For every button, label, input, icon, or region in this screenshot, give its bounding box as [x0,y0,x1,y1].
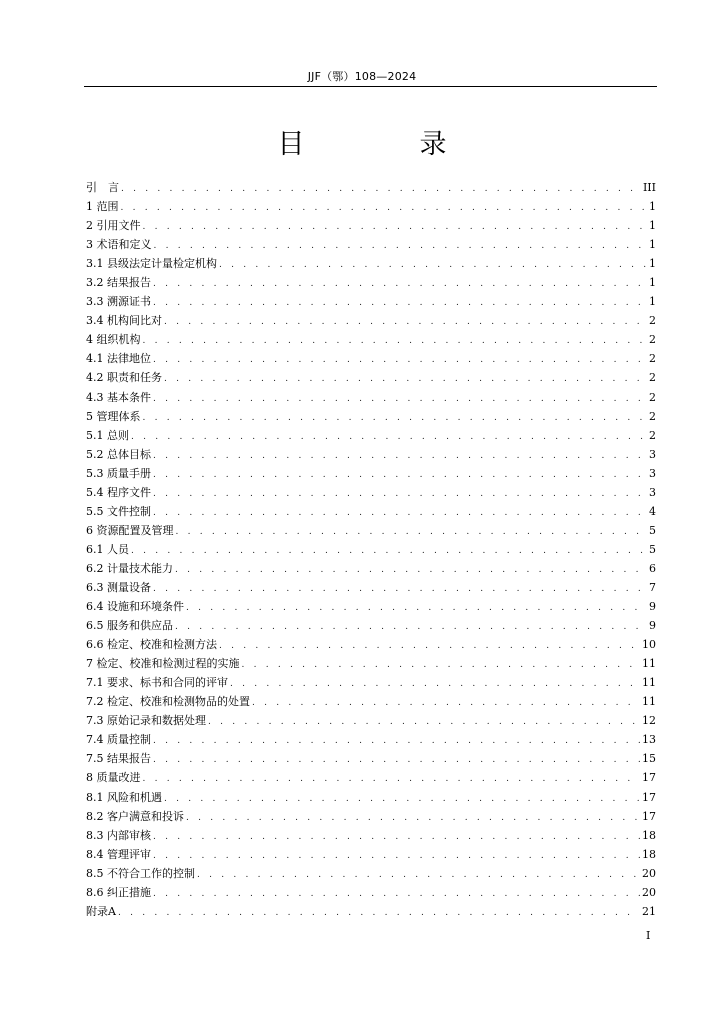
toc-entry-page: 1 [649,200,656,214]
toc-entry-page: 11 [642,657,656,671]
toc-entry-page: 11 [642,676,656,690]
toc-entry-title: 5.3 质量手册 [86,466,151,480]
toc-dot-leader [186,599,647,616]
toc-entry-title: 5.1 总则 [86,428,129,442]
toc-entry-title: 1 范围 [86,200,119,214]
toc-entry-page: 3 [649,466,656,480]
page-title: 目 录 [277,129,491,160]
toc-entry-title: 4.1 法律地位 [86,352,151,366]
toc-entry-page: 1 [649,276,656,290]
toc-entry-page: 13 [642,733,656,747]
toc-entry-page: 15 [642,752,656,766]
toc-dot-leader [153,275,647,292]
toc-entry-page: III [642,181,656,194]
toc-entry[interactable] [86,540,656,559]
toc-entry[interactable] [86,521,656,540]
toc-entry-page: 11 [642,695,656,709]
toc-entry-page: 20 [642,885,656,899]
toc-entry[interactable] [86,178,656,197]
toc-entry-title: 7.4 质量控制 [86,733,151,747]
toc-entry-title: 3.4 机构间比对 [86,314,162,328]
toc-dot-leader [121,180,641,197]
toc-dot-leader [153,885,640,902]
toc-dot-leader [143,218,648,235]
toc-entry-title: 6.2 计量技术能力 [86,561,173,575]
toc-entry-page: 10 [642,638,656,652]
toc-entry[interactable] [86,445,656,464]
toc-entry-page: 2 [649,428,656,442]
toc-entry-page: 2 [649,409,656,423]
toc-entry-title: 8.6 纠正措施 [86,885,151,899]
toc-entry-title: 7.2 检定、校准和检测物品的处置 [86,695,250,709]
toc-entry-page: 17 [642,771,656,785]
toc-dot-leader [153,447,647,464]
toc-dot-leader [175,561,647,578]
toc-entry-page: 17 [642,790,656,804]
running-header: JJF（鄂）108—2024 [307,70,417,83]
toc-entry-page: 18 [642,847,656,861]
toc-dot-leader [153,828,640,845]
toc-entry-page: 12 [642,714,656,728]
table-of-contents [86,178,656,921]
toc-entry[interactable] [86,292,656,311]
toc-entry-title: 4.2 职责和任务 [86,371,162,385]
toc-entry-page: 1 [649,257,656,271]
toc-entry[interactable] [86,578,656,597]
toc-entry-title: 2 引用文件 [86,219,141,233]
toc-entry-page: 9 [649,600,656,614]
toc-entry-page: 17 [642,809,656,823]
toc-dot-leader [153,751,640,768]
page-number: I [646,929,651,942]
toc-entry[interactable] [86,730,656,749]
toc-entry-title: 7.5 结果报告 [86,752,151,766]
toc-entry-page: 7 [649,580,656,594]
toc-entry-title: 3.3 溯源证书 [86,295,151,309]
toc-entry[interactable] [86,502,656,521]
toc-entry-title: 7.1 要求、标书和合同的评审 [86,676,228,690]
toc-entry[interactable] [86,273,656,292]
toc-entry-page: 1 [649,238,656,252]
toc-entry-title: 6.5 服务和供应品 [86,619,173,633]
toc-entry-title: 4.3 基本条件 [86,390,151,404]
toc-entry[interactable] [86,692,656,711]
toc-entry[interactable] [86,216,656,235]
toc-entry-page: 18 [642,828,656,842]
toc-dot-leader [143,332,648,349]
toc-dot-leader [121,199,648,216]
toc-dot-leader [118,904,640,921]
toc-dot-leader [164,370,647,387]
toc-entry-title: 8.4 管理评审 [86,847,151,861]
toc-entry-title: 8 质量改进 [86,771,141,785]
toc-entry-page: 20 [642,866,656,880]
toc-entry[interactable] [86,597,656,616]
toc-entry-title: 3 术语和定义 [86,238,152,252]
toc-dot-leader [153,847,640,864]
toc-dot-leader [153,485,647,502]
toc-dot-leader [252,694,640,711]
toc-entry-title: 3.1 县级法定计量检定机构 [86,257,217,271]
toc-dot-leader [143,770,641,787]
toc-entry[interactable] [86,845,656,864]
toc-entry[interactable] [86,407,656,426]
toc-dot-leader [153,466,647,483]
toc-dot-leader [143,409,648,426]
toc-entry-page: 5 [649,542,656,556]
toc-entry-title: 8.5 不符合工作的控制 [86,866,195,880]
toc-entry[interactable] [86,749,656,768]
toc-entry[interactable] [86,368,656,387]
toc-dot-leader [153,351,647,368]
toc-entry[interactable] [86,826,656,845]
toc-dot-leader [131,428,647,445]
toc-dot-leader [219,637,640,654]
toc-entry-page: 1 [649,295,656,309]
toc-entry-title: 8.2 客户满意和投诉 [86,809,184,823]
toc-entry-page: 2 [649,333,656,347]
toc-entry-page: 9 [649,619,656,633]
toc-entry-title: 5 管理体系 [86,409,141,423]
toc-dot-leader [153,504,647,521]
toc-entry[interactable] [86,388,656,407]
toc-entry-title: 6 资源配置及管理 [86,523,174,537]
toc-entry[interactable] [86,426,656,445]
toc-entry-page: 2 [649,371,656,385]
toc-entry[interactable] [86,807,656,826]
toc-entry[interactable] [86,311,656,330]
toc-entry[interactable] [86,788,656,807]
toc-entry-title: 7 检定、校准和检测过程的实施 [86,657,240,671]
toc-entry-page: 21 [642,904,656,918]
toc-dot-leader [153,390,647,407]
toc-entry[interactable] [86,483,656,502]
toc-entry[interactable] [86,635,656,654]
toc-entry-title: 5.4 程序文件 [86,485,151,499]
toc-entry[interactable] [86,654,656,673]
toc-dot-leader [175,618,647,635]
toc-dot-leader [242,656,641,673]
toc-entry-page: 1 [649,219,656,233]
header-divider [84,86,657,87]
toc-entry[interactable] [86,902,656,921]
toc-entry[interactable] [86,197,656,216]
toc-dot-leader [164,790,640,807]
toc-entry[interactable] [86,711,656,730]
toc-entry-title: 6.4 设施和环境条件 [86,600,184,614]
toc-entry-title: 7.3 原始记录和数据处理 [86,714,206,728]
toc-entry[interactable] [86,349,656,368]
toc-entry[interactable] [86,673,656,692]
toc-dot-leader [230,675,640,692]
toc-entry-page: 6 [649,561,656,575]
toc-entry-title: 附录A [86,904,116,918]
toc-dot-leader [153,580,647,597]
toc-dot-leader [164,313,647,330]
toc-entry-title: 8.3 内部审核 [86,828,151,842]
toc-entry-title: 5.2 总体目标 [86,447,151,461]
toc-entry-page: 2 [649,314,656,328]
toc-dot-leader [186,809,640,826]
toc-entry[interactable] [86,559,656,578]
toc-entry-page: 3 [649,447,656,461]
toc-entry-title: 8.1 风险和机遇 [86,790,162,804]
toc-entry-page: 5 [649,523,656,537]
toc-entry[interactable] [86,464,656,483]
toc-entry-page: 2 [649,390,656,404]
toc-entry-title: 6.3 测量设备 [86,580,151,594]
toc-dot-leader [197,866,640,883]
toc-entry-page: 2 [649,352,656,366]
toc-entry-title: 3.2 结果报告 [86,276,151,290]
toc-entry-title: 5.5 文件控制 [86,504,151,518]
toc-dot-leader [154,237,648,254]
toc-entry[interactable] [86,254,656,273]
toc-entry-title: 引 言 [86,181,119,194]
toc-entry-title: 4 组织机构 [86,333,141,347]
toc-entry-page: 4 [649,504,656,518]
toc-dot-leader [153,732,640,749]
toc-entry[interactable] [86,235,656,254]
toc-entry[interactable] [86,330,656,349]
toc-entry[interactable] [86,864,656,883]
toc-entry-page: 3 [649,485,656,499]
toc-entry-title: 6.6 检定、校准和检测方法 [86,638,217,652]
toc-dot-leader [153,294,647,311]
toc-dot-leader [176,523,648,540]
toc-entry[interactable] [86,616,656,635]
toc-entry[interactable] [86,883,656,902]
toc-entry[interactable] [86,768,656,787]
toc-dot-leader [219,256,647,273]
toc-entry-title: 6.1 人员 [86,542,129,556]
toc-dot-leader [131,542,647,559]
toc-dot-leader [208,713,640,730]
